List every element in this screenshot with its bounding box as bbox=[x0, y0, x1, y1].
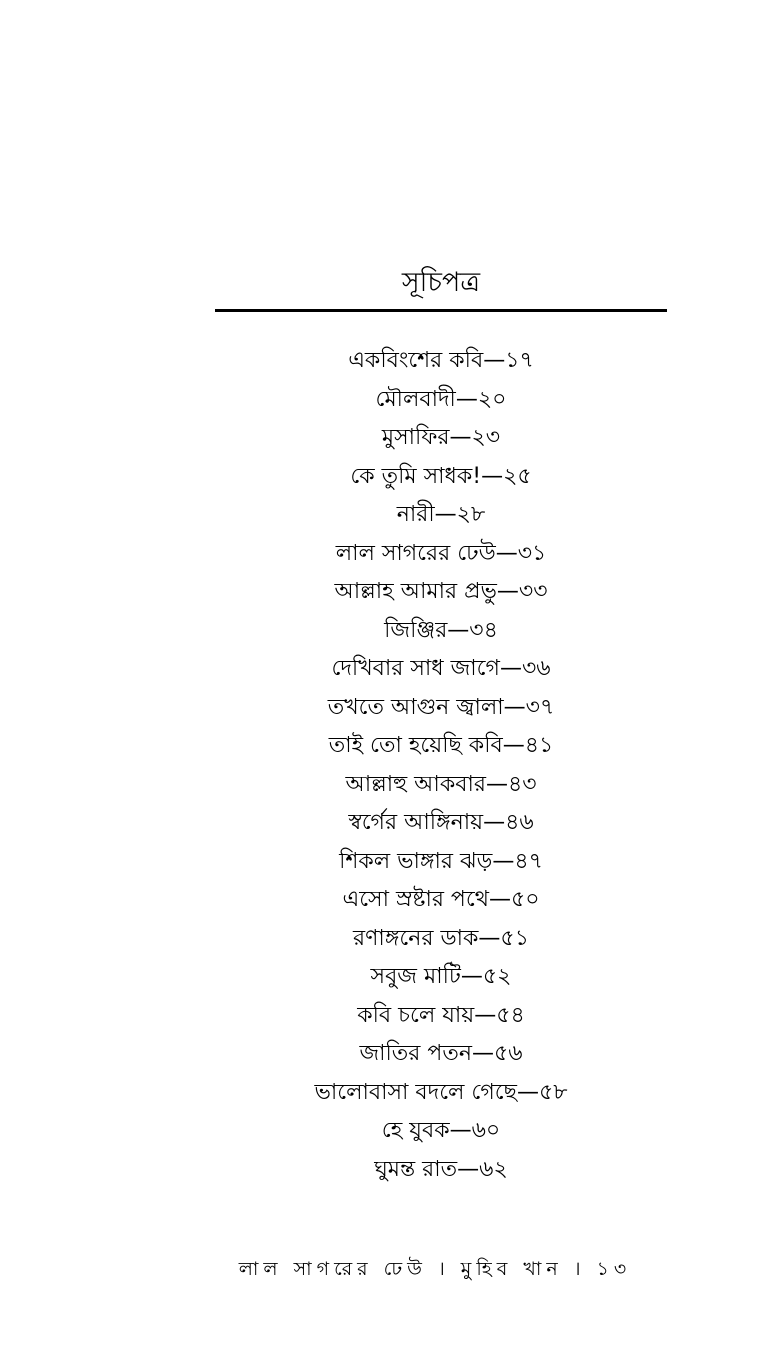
page-title: সূচিপত্র bbox=[401, 267, 481, 298]
toc-entry: হে যুবক—৬০ bbox=[381, 1118, 501, 1143]
toc-entry: তাই তো হয়েছি কবি—৪১ bbox=[328, 733, 554, 758]
toc-entry: জিঞ্জির—৩৪ bbox=[384, 617, 498, 643]
toc-entry: ঘুমন্ত রাত—৬২ bbox=[374, 1156, 508, 1182]
toc-entry: সবুজ মাটি—৫২ bbox=[370, 964, 512, 989]
title-divider bbox=[215, 309, 667, 312]
toc-entry: একবিংশের কবি—১৭ bbox=[348, 348, 534, 373]
toc-entry: জাতির পতন—৫৬ bbox=[359, 1041, 523, 1066]
toc-entry: রণাঙ্গনের ডাক—৫১ bbox=[353, 925, 529, 951]
toc-entry: দেখিবার সাধ জাগে—৩৬ bbox=[331, 656, 551, 681]
toc-entry: মৌলবাদী—২০ bbox=[375, 386, 507, 412]
toc-entry: মুসাফির—২৩ bbox=[381, 425, 501, 450]
toc-entry: শিকল ভাঙ্গার ঝড়—৪৭ bbox=[339, 848, 543, 874]
toc-entry: কে তুমি সাধক!—২৫ bbox=[350, 463, 532, 489]
toc-entry: স্বর্গের আঙ্গিনায়—৪৬ bbox=[348, 810, 534, 835]
table-of-contents bbox=[215, 342, 667, 1189]
toc-entry: কবি চলে যায়—৫৪ bbox=[357, 1002, 525, 1028]
page-footer: লাল সাগরের ঢেউ । মুহিব খান । ১৩ bbox=[238, 1258, 632, 1280]
toc-entry: লাল সাগরের ঢেউ—৩১ bbox=[335, 540, 547, 566]
toc-entry: আল্লাহ আমার প্রভু—৩৩ bbox=[334, 579, 548, 604]
toc-entry: এসো স্রষ্টার পথে—৫০ bbox=[342, 887, 540, 912]
toc-entry: তখতে আগুন জ্বালা—৩৭ bbox=[327, 694, 555, 720]
toc-entry: ভালোবাসা বদলে গেছে—৫৮ bbox=[314, 1079, 568, 1105]
toc-entry: নারী—২৮ bbox=[396, 502, 486, 527]
toc-entry: আল্লাহু আকবার—৪৩ bbox=[345, 771, 537, 797]
